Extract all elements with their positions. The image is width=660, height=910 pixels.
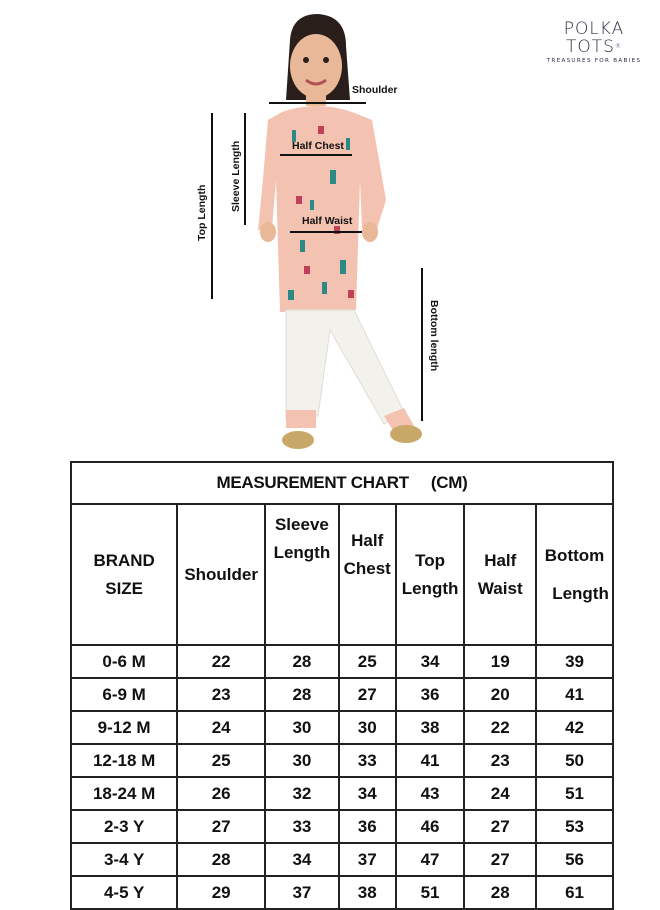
table-title: MEASUREMENT CHART (CM) bbox=[71, 462, 613, 504]
shoulder-cell: 25 bbox=[177, 744, 265, 777]
table-row bbox=[71, 645, 613, 678]
shoulder-cell: 29 bbox=[177, 876, 265, 909]
half-chest-line bbox=[280, 154, 352, 156]
half-waist-cell: 19 bbox=[464, 645, 536, 678]
half-waist-cell: 24 bbox=[464, 777, 536, 810]
half-chest-cell: 36 bbox=[339, 810, 396, 843]
shoulder-cell: 28 bbox=[177, 843, 265, 876]
header-sleeve-length bbox=[265, 504, 339, 645]
half-chest-cell: 33 bbox=[339, 744, 396, 777]
sleeve-length-label: Sleeve Length bbox=[230, 140, 242, 212]
half-chest-cell: 38 bbox=[339, 876, 396, 909]
sleeve-length-cell: 28 bbox=[265, 645, 339, 678]
size-cell: 0-6 M bbox=[71, 645, 177, 678]
size-cell: 6-9 M bbox=[71, 678, 177, 711]
header-text: BRAND bbox=[93, 550, 155, 570]
bottom-length-line bbox=[421, 268, 423, 421]
size-cell: 2-3 Y bbox=[71, 810, 177, 843]
sleeve-length-cell: 32 bbox=[265, 777, 339, 810]
half-chest-cell: 25 bbox=[339, 645, 396, 678]
half-chest-cell: 34 bbox=[339, 777, 396, 810]
half-chest-cell: 37 bbox=[339, 843, 396, 876]
top-length-cell: 43 bbox=[396, 777, 465, 810]
header-shoulder bbox=[177, 504, 265, 645]
header-text: Length bbox=[401, 578, 459, 598]
header-text: Waist bbox=[477, 578, 523, 598]
header-brand-size bbox=[71, 504, 177, 645]
header-text: Length bbox=[273, 543, 331, 562]
sleeve-length-cell: 30 bbox=[265, 744, 339, 777]
size-cell: 12-18 M bbox=[71, 744, 177, 777]
table-row bbox=[71, 843, 613, 876]
header-text: Half bbox=[484, 550, 517, 570]
top-length-cell: 34 bbox=[396, 645, 465, 678]
bottom-length-cell: 50 bbox=[536, 744, 613, 777]
header-text: Length bbox=[552, 583, 609, 603]
table-title-row bbox=[71, 462, 613, 504]
header-half-chest bbox=[339, 504, 396, 645]
table-row bbox=[71, 810, 613, 843]
shoulder-cell: 27 bbox=[177, 810, 265, 843]
size-cell: 3-4 Y bbox=[71, 843, 177, 876]
half-waist-cell: 20 bbox=[464, 678, 536, 711]
half-chest-cell: 30 bbox=[339, 711, 396, 744]
top-length-cell: 47 bbox=[396, 843, 465, 876]
sleeve-length-cell: 30 bbox=[265, 711, 339, 744]
top-length-cell: 46 bbox=[396, 810, 465, 843]
top-length-cell: 36 bbox=[396, 678, 465, 711]
half-chest-label: Half Chest bbox=[292, 140, 344, 152]
table-row bbox=[71, 744, 613, 777]
top-length-cell: 51 bbox=[396, 876, 465, 909]
registered-mark: ® bbox=[614, 43, 622, 50]
shoulder-label: Shoulder bbox=[352, 84, 398, 96]
sleeve-length-cell: 34 bbox=[265, 843, 339, 876]
measurement-chart-table bbox=[70, 461, 614, 910]
half-waist-cell: 23 bbox=[464, 744, 536, 777]
bottom-length-label: Bottom length bbox=[428, 300, 440, 372]
top-length-cell: 41 bbox=[396, 744, 465, 777]
header-top-length bbox=[396, 504, 465, 645]
size-cell: 4-5 Y bbox=[71, 876, 177, 909]
header-text: Bottom bbox=[544, 545, 605, 565]
shoulder-line bbox=[269, 102, 366, 104]
half-waist-cell: 28 bbox=[464, 876, 536, 909]
shoulder-cell: 26 bbox=[177, 777, 265, 810]
table-row bbox=[71, 678, 613, 711]
header-bottom-length bbox=[536, 504, 613, 645]
top-length-cell: 38 bbox=[396, 711, 465, 744]
top-length-line bbox=[211, 113, 213, 299]
bottom-length-cell: 51 bbox=[536, 777, 613, 810]
bottom-length-cell: 61 bbox=[536, 876, 613, 909]
bottom-length-cell: 56 bbox=[536, 843, 613, 876]
header-text: SIZE bbox=[105, 578, 144, 598]
shoulder-cell: 24 bbox=[177, 711, 265, 744]
top-length-label: Top Length bbox=[196, 184, 208, 241]
half-waist-cell: 22 bbox=[464, 711, 536, 744]
size-cell: 18-24 M bbox=[71, 777, 177, 810]
table-row bbox=[71, 777, 613, 810]
half-waist-label: Half Waist bbox=[302, 215, 353, 227]
half-waist-line bbox=[290, 231, 362, 233]
header-text: Half bbox=[351, 531, 384, 550]
header-half-waist bbox=[464, 504, 536, 645]
table-row bbox=[71, 876, 613, 909]
sleeve-length-cell: 37 bbox=[265, 876, 339, 909]
sleeve-length-cell: 28 bbox=[265, 678, 339, 711]
half-chest-cell: 27 bbox=[339, 678, 396, 711]
table-header-row bbox=[71, 504, 613, 645]
bottom-length-cell: 42 bbox=[536, 711, 613, 744]
header-text: Chest bbox=[343, 559, 391, 578]
header-text: Shoulder bbox=[184, 564, 258, 584]
bottom-length-cell: 39 bbox=[536, 645, 613, 678]
header-text: Top bbox=[415, 550, 445, 570]
table-row bbox=[71, 711, 613, 744]
brand-name-text: POLKA TOTS bbox=[563, 19, 625, 57]
half-waist-cell: 27 bbox=[464, 843, 536, 876]
sleeve-length-line bbox=[244, 113, 246, 225]
shoulder-cell: 23 bbox=[177, 678, 265, 711]
header-text: Sleeve bbox=[274, 515, 329, 534]
sleeve-length-cell: 33 bbox=[265, 810, 339, 843]
shoulder-cell: 22 bbox=[177, 645, 265, 678]
size-cell: 9-12 M bbox=[71, 711, 177, 744]
bottom-length-cell: 41 bbox=[536, 678, 613, 711]
brand-tagline: TREASURES FOR BABIES bbox=[546, 58, 642, 64]
bottom-length-cell: 53 bbox=[536, 810, 613, 843]
half-waist-cell: 27 bbox=[464, 810, 536, 843]
